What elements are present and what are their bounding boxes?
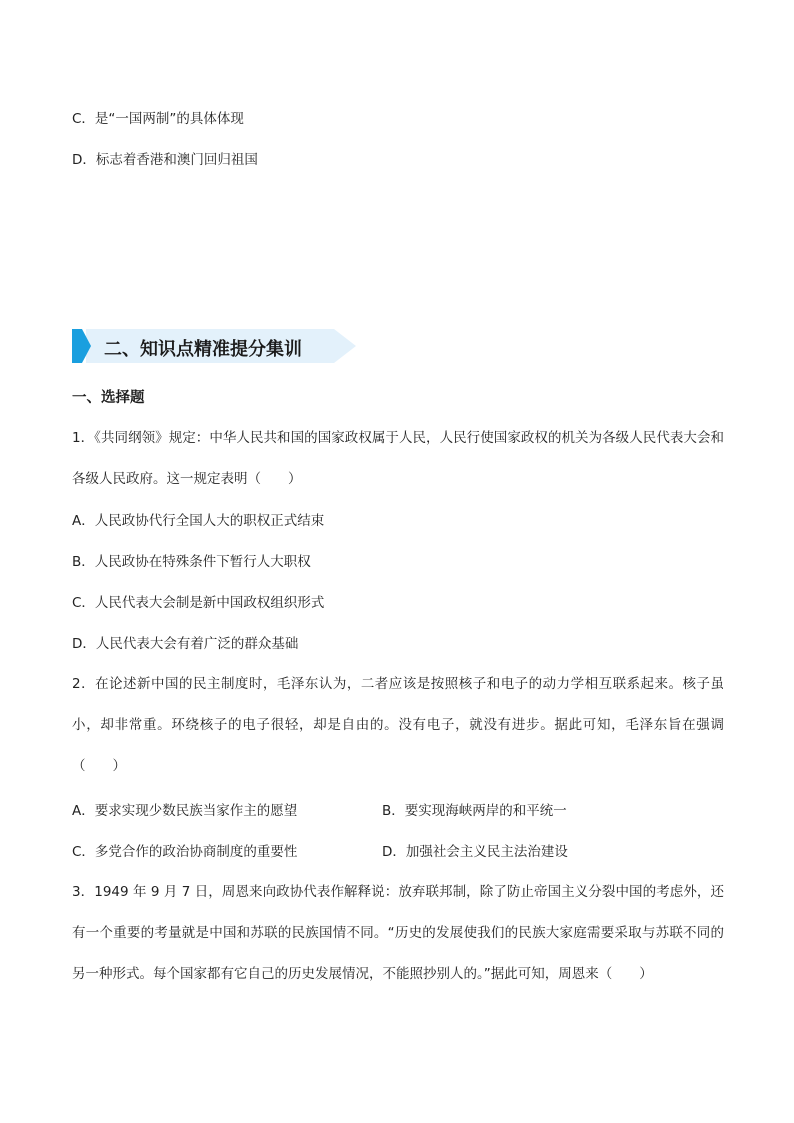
subheading-choice: 一、选择题 (72, 390, 145, 406)
question-1-stem: 1．《共同纲领》规定：中华人民共和国的国家政权属于人民，人民行使国家政权的机关为各级人民代表大会和各级人民政府。这一规定表明（ ） (72, 430, 724, 487)
question-2-option-b: B．要实现海峡两岸的和平统一 (382, 803, 567, 819)
option-d-prev: D．标志着香港和澳门回归祖国 (72, 152, 258, 168)
question-1-option-b: B．人民政协在特殊条件下暂行人大职权 (72, 554, 311, 570)
question-1-option-c: C．人民代表大会制是新中国政权组织形式 (72, 595, 325, 611)
question-1-option-a: A．人民政协代行全国人大的职权正式结束 (72, 513, 325, 529)
question-1-option-d: D．人民代表大会有着广泛的群众基础 (72, 636, 299, 652)
question-2-stem: 2．在论述新中国的民主制度时，毛泽东认为，二者应该是按照核子和电子的动力学相互联系起来。核子虽小，却非常重。环绕核子的电子很轻，却是自由的。没有电子，就没有进步。据此可知，毛泽东旨在强调（ ） (72, 676, 724, 774)
question-2-option-c: C．多党合作的政治协商制度的重要性 (72, 844, 298, 860)
section-banner (72, 329, 356, 363)
question-2-option-a: A．要求实现少数民族当家作主的愿望 (72, 803, 298, 819)
question-2-option-d: D．加强社会主义民主法治建设 (382, 844, 568, 860)
section-title: 二、知识点精准提分集训 (104, 339, 302, 360)
option-c-prev: C．是“一国两制”的具体体现 (72, 111, 244, 127)
question-3-stem: 3．1949 年 9 月 7 日，周恩来向政协代表作解释说：放弃联邦制，除了防止帝国主义分裂中国的考虑外，还有一个重要的考量就是中国和苏联的民族国情不同。“历史的发展使我们的民族大家庭需要采取与苏联不同的另一种形式。每个国家都有它自己的历史发展情况，不能照抄别人的。”据此可知，周恩来（ ） (72, 884, 724, 982)
